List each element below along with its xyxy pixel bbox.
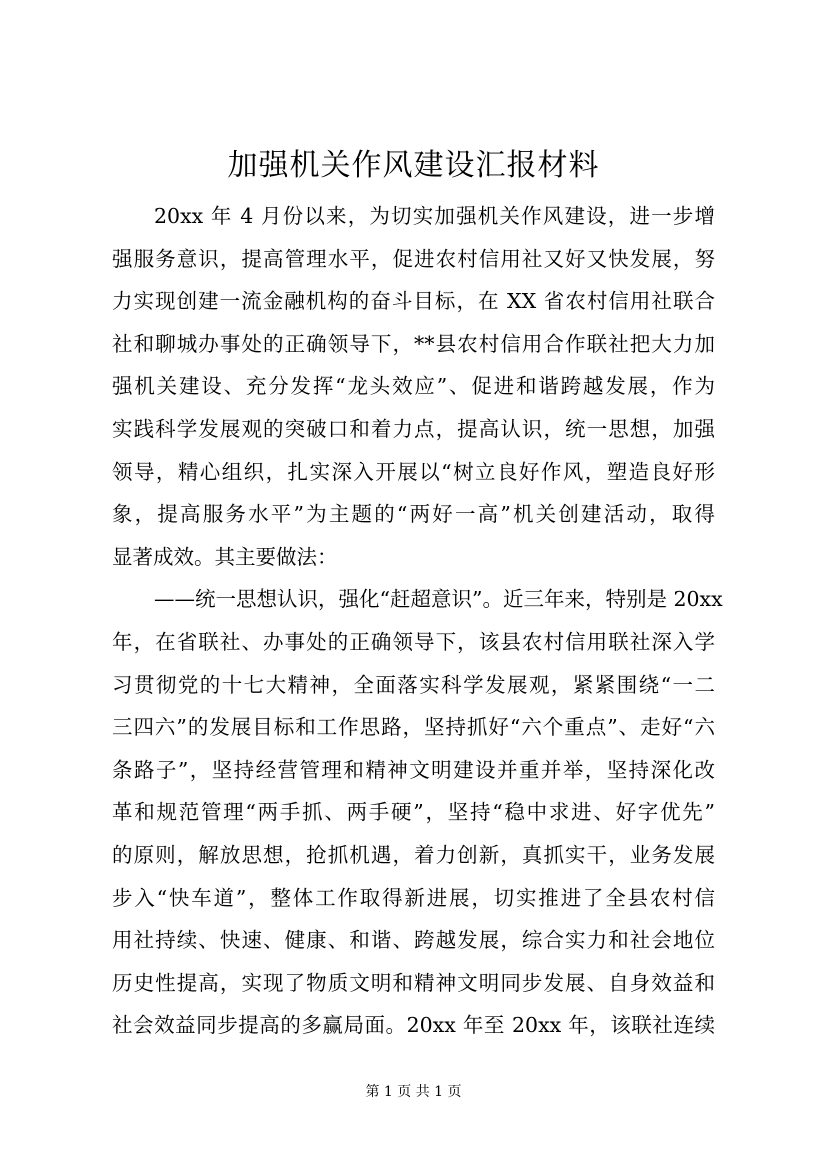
paragraph-line: 力实现创建一流金融机构的奋斗目标，在 XX 省农村信用社联合	[112, 289, 715, 314]
paragraph-line: 习贯彻党的十七大精神，全面落实科学发展观，紧紧围绕“一二	[112, 672, 715, 697]
paragraph-line: 社和聊城办事处的正确领导下，**县农村信用合作联社把大力加	[112, 331, 715, 356]
page-footer: 第 1 页 共 1 页	[365, 1084, 462, 1100]
paragraph-line: 领导，精心组织，扎实深入开展以“树立良好作风，塑造良好形	[112, 459, 715, 484]
paragraph-line: 强服务意识，提高管理水平，促进农村信用社又好又快发展，努	[112, 246, 715, 271]
paragraph-line: 象，提高服务水平”为主题的“两好一高”机关创建活动，取得	[112, 502, 715, 527]
paragraph-line: 显著成效。其主要做法：	[112, 544, 338, 569]
paragraph-line: 实践科学发展观的突破口和着力点，提高认识，统一思想，加强	[112, 416, 715, 441]
paragraph-line: 条路子”，坚持经营管理和精神文明建设并重并举，坚持深化改	[112, 757, 715, 782]
paragraph-line: 用社持续、快速、健康、和谐、跨越发展，综合实力和社会地位	[112, 928, 715, 953]
document-title: 加强机关作风建设汇报材料	[227, 148, 600, 183]
paragraph-line: 革和规范管理“两手抓、两手硬”，坚持“稳中求进、好字优先”	[112, 800, 715, 825]
paragraph-line: ——统一思想认识，强化“赶超意识”。近三年来，特别是 20xx	[154, 587, 723, 612]
document-body	[112, 195, 723, 1047]
paragraph-line: 强机关建设、充分发挥“龙头效应”、促进和谐跨越发展，作为	[112, 374, 715, 399]
paragraph-line: 历史性提高，实现了物质文明和精神文明同步发展、自身效益和	[112, 970, 715, 995]
paragraph-line: 步入“快车道”，整体工作取得新进展，切实推进了全县农村信	[112, 885, 715, 910]
paragraph-line: 社会效益同步提高的多赢局面。20xx 年至 20xx 年，该联社连续	[112, 1013, 715, 1038]
paragraph-line: 年，在省联社、办事处的正确领导下，该县农村信用联社深入学	[112, 629, 715, 654]
paragraph-line: 的原则，解放思想，抢抓机遇，着力创新，真抓实干，业务发展	[112, 842, 715, 867]
paragraph-line: 三四六”的发展目标和工作思路，坚持抓好“六个重点”、走好“六	[112, 715, 715, 740]
paragraph-line: 20xx 年 4 月份以来，为切实加强机关作风建设，进一步增	[154, 204, 715, 228]
